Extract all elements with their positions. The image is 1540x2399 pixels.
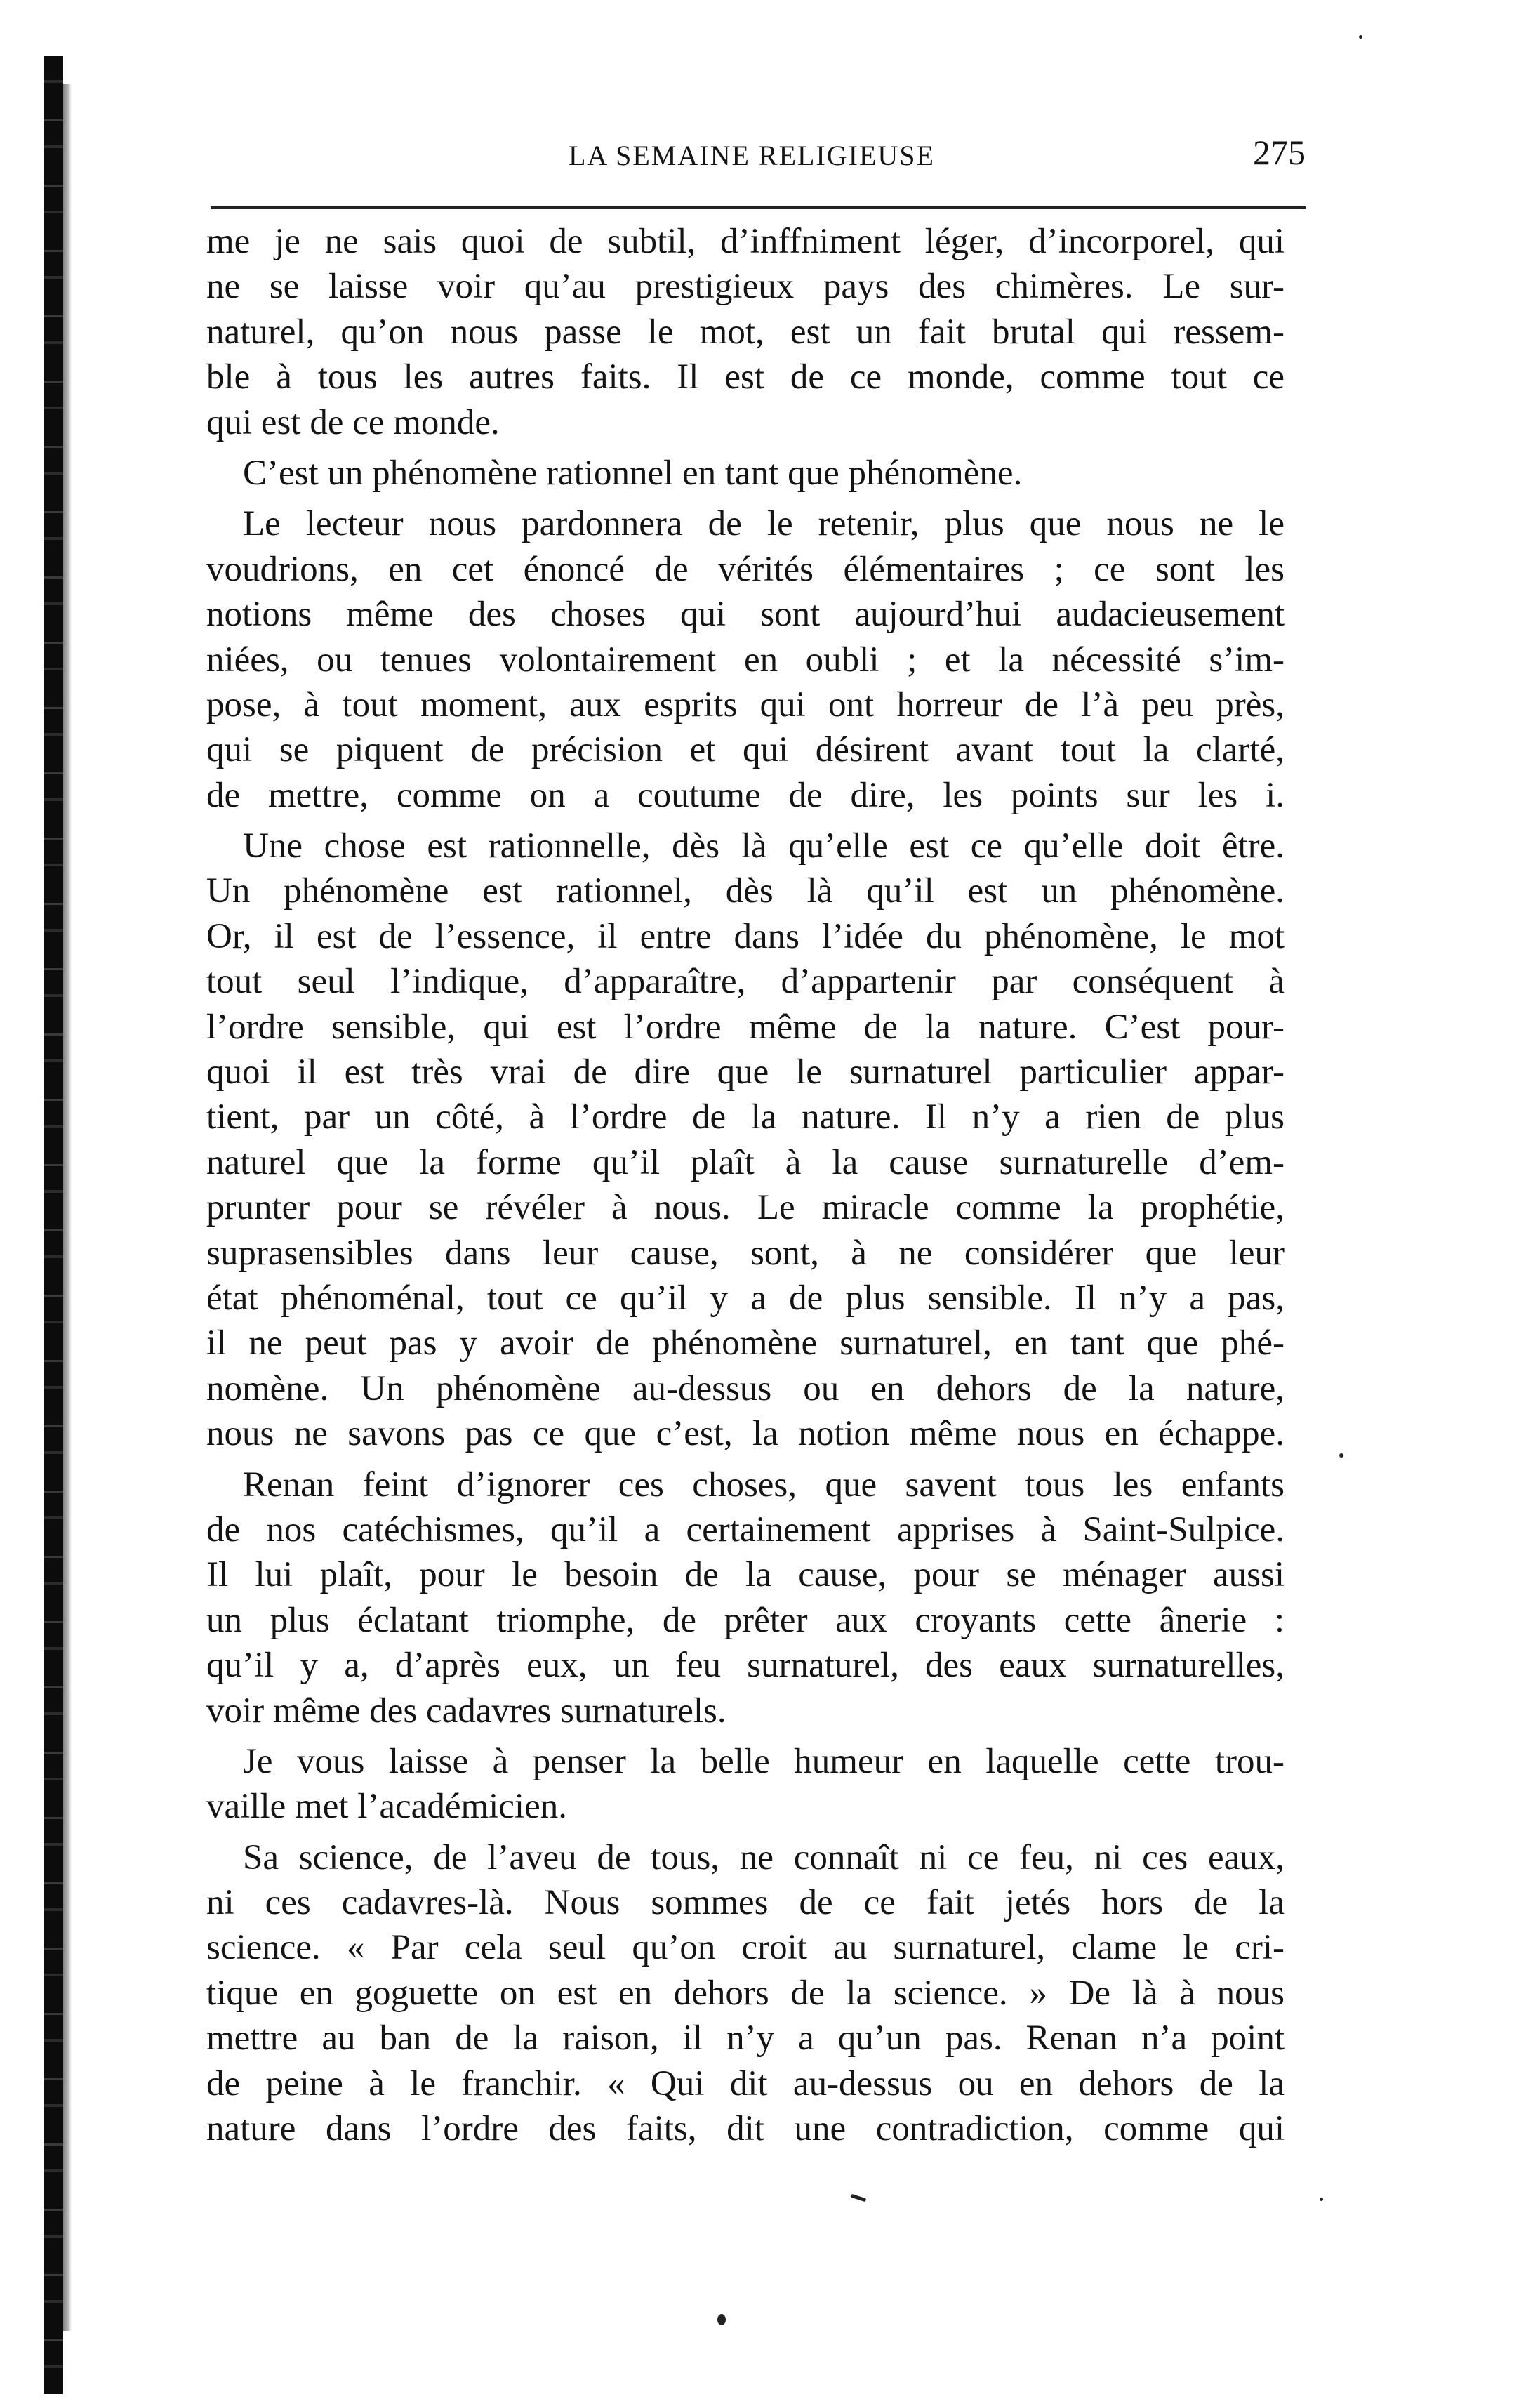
text-line: voir même des cadavres surnaturels. xyxy=(206,1691,726,1731)
text-line: de mettre, comme on a coutume de dire, les points sur les i. xyxy=(206,775,1285,815)
text-line: C’est un phénomène rationnel en tant que phénomène. xyxy=(243,453,1023,493)
text-line: qui est de ce monde. xyxy=(206,402,500,442)
text-line: quoi il est très vrai de dire que le surnaturel particulier appar- xyxy=(206,1052,1285,1092)
running-title: LA SEMAINE RELIGIEUSE xyxy=(569,140,935,171)
text-line: Renan feint d’ignorer ces choses, que savent tous les enfants xyxy=(243,1465,1285,1505)
text-line: Un phénomène est rationnel, dès là qu’il est un phénomène. xyxy=(206,871,1285,911)
text-line: voudrions, en cet énoncé de vérités élémentaires ; ce sont les xyxy=(206,549,1285,589)
text-line: ni ces cadavres-là. Nous sommes de ce fait jetés hors de la xyxy=(206,1883,1285,1923)
text-line: nature dans l’ordre des faits, dit une contradiction, comme qui xyxy=(206,2109,1285,2149)
text-line: Sa science, de l’aveu de tous, ne connaît ni ce feu, ni ces eaux, xyxy=(243,1837,1285,1877)
ink-speck xyxy=(1339,1453,1343,1458)
paragraph xyxy=(206,1462,1285,1733)
text-line: de peine à le franchir. « Qui dit au-dessus ou en dehors de la xyxy=(206,2063,1285,2103)
text-line: notions même des choses qui sont aujourd’hui audacieusement xyxy=(206,595,1285,635)
page-body xyxy=(206,219,1285,2157)
text-line: ne se laisse voir qu’au prestigieux pays des chimères. Le sur- xyxy=(206,267,1285,307)
text-line: nomène. Un phénomène au-dessus ou en dehors de la nature, xyxy=(206,1368,1285,1408)
text-line: Or, il est de l’essence, il entre dans l’idée du phénomène, le mot xyxy=(206,916,1285,956)
text-line: il ne peut pas y avoir de phénomène surnaturel, en tant que phé- xyxy=(206,1323,1285,1363)
paragraph xyxy=(206,1835,1285,2152)
text-line: de nos catéchismes, qu’il a certainement apprises à Saint-Sulpice. xyxy=(206,1509,1285,1549)
binding-edge xyxy=(44,56,63,2394)
text-line: ble à tous les autres faits. Il est de ce monde, comme tout ce xyxy=(206,357,1285,397)
text-line: naturel que la forme qu’il plaît à la cause surnaturelle d’em- xyxy=(206,1142,1285,1182)
paragraph xyxy=(206,219,1285,445)
text-line: prunter pour se révéler à nous. Le miracle comme la prophétie, xyxy=(206,1188,1285,1228)
ink-speck xyxy=(1320,2198,1323,2201)
text-line: vaille met l’académicien. xyxy=(206,1787,567,1827)
text-line: tient, par un côté, à l’ordre de la nature. Il n’y a rien de plus xyxy=(206,1097,1285,1137)
paragraph xyxy=(206,824,1285,1456)
text-line: Il lui plaît, pour le besoin de la cause, pour se ménager aussi xyxy=(206,1555,1285,1595)
ink-speck xyxy=(717,2314,726,2325)
text-line: suprasensibles dans leur cause, sont, à ne considérer que leur xyxy=(206,1233,1285,1273)
text-line: naturel, qu’on nous passe le mot, est un fait brutal qui ressem- xyxy=(206,312,1285,352)
paragraph xyxy=(206,451,1285,496)
page-number: 275 xyxy=(1253,133,1306,172)
page-header xyxy=(211,131,1306,180)
ink-speck xyxy=(851,2194,866,2202)
text-line: état phénoménal, tout ce qu’il y a de plus sensible. Il n’y a pas, xyxy=(206,1278,1285,1318)
paragraph xyxy=(206,501,1285,818)
text-line: niées, ou tenues volontairement en oubli ; et la nécessité s’im- xyxy=(206,640,1285,680)
text-line: Une chose est rationnelle, dès là qu’elle est ce qu’elle doit être. xyxy=(243,826,1285,866)
text-line: nous ne savons pas ce que c’est, la notion même nous en échappe. xyxy=(206,1414,1285,1454)
text-line: mettre au ban de la raison, il n’y a qu’un pas. Renan n’a point xyxy=(206,2018,1285,2058)
header-rule xyxy=(211,206,1306,209)
text-line: Le lecteur nous pardonnera de le retenir, plus que nous ne le xyxy=(243,504,1285,544)
text-line: Je vous laisse à penser la belle humeur en laquelle cette trou- xyxy=(243,1741,1285,1781)
paragraph xyxy=(206,1739,1285,1830)
binding-shadow xyxy=(63,84,72,2331)
text-line: tout seul l’indique, d’apparaître, d’appartenir par conséquent à xyxy=(206,962,1285,1002)
text-line: pose, à tout moment, aux esprits qui ont horreur de l’à peu près, xyxy=(206,685,1285,725)
text-line: qu’il y a, d’après eux, un feu surnaturel, des eaux surnaturelles, xyxy=(206,1646,1285,1686)
text-line: science. « Par cela seul qu’on croit au surnaturel, clame le cri- xyxy=(206,1928,1285,1968)
text-line: qui se piquent de précision et qui désirent avant tout la clarté, xyxy=(206,730,1285,770)
text-line: me je ne sais quoi de subtil, d’inffniment léger, d’incorporel, qui xyxy=(206,222,1285,261)
ink-speck xyxy=(1359,35,1362,39)
text-line: un plus éclatant triomphe, de prêter aux croyants cette ânerie : xyxy=(206,1600,1285,1640)
text-line: l’ordre sensible, qui est l’ordre même de la nature. C’est pour- xyxy=(206,1007,1285,1047)
text-line: tique en goguette on est en dehors de la science. » De là à nous xyxy=(206,1973,1285,2013)
